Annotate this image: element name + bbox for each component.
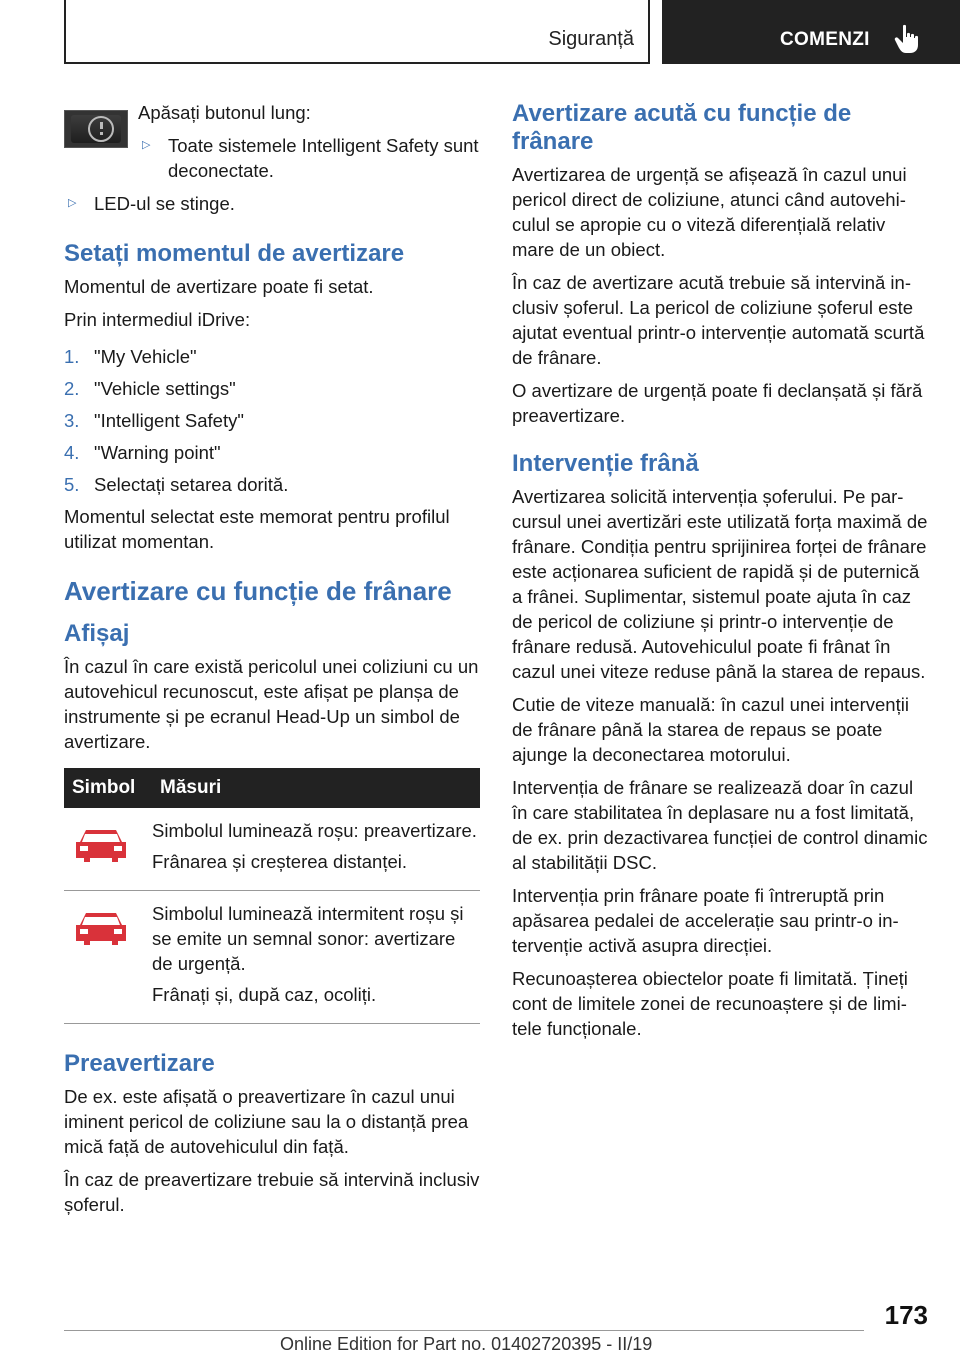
paragraph-set-1: Momentul de avertizare poate fi setat.	[64, 276, 374, 297]
paragraph-acute-1: Avertizarea de urgență se afișează în cazul unui pericol direct de coliziune, atunci când autovehiculul se apropie cu o viteză diferențială relativ mare de un obiect.	[512, 164, 907, 260]
paragraph-int-1: Avertizarea solicită intervenția șoferului. Pe parcursul unei avertizări este utilizată forța maximă de frânare. Condiția pentru sprijinirea forței de frânare este acționarea suficient de rapidă și de puternică a frânei. Suplimentar, sistemul poate ajuta în caz de pericol de coliziune și printr-o intervenție de frânare redusă. Autovehiculul poate fi frânat în cazul unei viteze reduse până la starea de repaus.	[512, 486, 928, 682]
safety-button-icon	[64, 110, 128, 148]
car-warning-icon	[74, 826, 128, 864]
list-item: 1. "My Vehicle"	[64, 346, 197, 367]
section-title: Siguranță	[548, 28, 634, 50]
paragraph-int-4: Intervenția prin frânare poate fi întreruptă prin apăsarea pedalei de accelerație sau printr-o intervenție activă asupra direcției.	[512, 885, 899, 956]
bullet-systems-off: ▷ Toate sistemele Intelligent Safety sunt deconectate.	[138, 133, 480, 183]
measure-text: Frânați și, după caz, ocoliți.	[152, 984, 377, 1005]
button-instruction	[64, 100, 480, 183]
column-header-symbol: Simbol	[64, 768, 152, 808]
heading-prewarning: Preavertizare	[64, 1050, 215, 1077]
paragraph-pre-1: De ex. este afișată o preavertizare în cazul unui iminent pericol de coliziune sau la o distanță prea mică față de autovehiculul din față.	[64, 1086, 469, 1157]
heading-brake-intervention: Intervenție frână	[512, 450, 699, 477]
hand-pointer-icon	[894, 24, 920, 54]
list-item: 5. Selectați setarea dorită.	[64, 474, 289, 495]
section-tab	[64, 0, 650, 64]
paragraph-set-2: Prin intermediul iDrive:	[64, 309, 251, 330]
paragraph-acute-2: În caz de avertizare acută trebuie să intervină inclusiv șoferul. La pericol de coliziune șoferul este ajutat eventual printr-o intervenție automată scurtă de frânare.	[512, 272, 925, 368]
footer-edition: Online Edition for Part no. 01402720395 - II/19	[280, 1334, 653, 1354]
paragraph-pre-2: În caz de preavertizare trebuie să intervină inclusiv șoferul.	[64, 1169, 480, 1215]
list-item: 4. "Warning point"	[64, 442, 221, 463]
heading-brake-warning: Avertizare cu funcție de frânare	[64, 576, 452, 606]
press-button-text: Apăsați butonul lung:	[138, 102, 311, 123]
measure-text: Frânarea și creșterea distanței.	[152, 851, 408, 872]
measure-text: Simbolul luminează intermitent roșu și se emite un semnal sonor: avertizare de urgență.	[152, 903, 464, 974]
measure-text: Simbolul luminează roșu: preavertizare.	[152, 820, 477, 841]
table-row	[64, 808, 480, 891]
paragraph-saved: Momentul selectat este memorat pentru profilul utilizat momentan.	[64, 506, 450, 552]
paragraph-display: În cazul în care există pericolul unei coliziuni cu un autovehicul recunoscut, este afișat pe planșa de instrumente și pe ecranul Head-Up un simbol de avertizare.	[64, 656, 479, 752]
heading-display: Afișaj	[64, 620, 130, 647]
chapter-tab	[662, 0, 960, 64]
table-row	[64, 891, 480, 1024]
paragraph-acute-3: O avertizare de urgență poate fi declanșată și fără preavertizare.	[512, 380, 923, 426]
idrive-steps	[64, 344, 480, 497]
symbol-table	[64, 768, 480, 1024]
paragraph-int-3: Intervenția de frânare se realizează doar în cazul în care stabilitatea în deplasare nu a fost limitată, de ex. prin dezactivarea funcției de control dinamic al stabilității DSC.	[512, 777, 928, 873]
car-warning-icon	[74, 909, 128, 947]
page-header	[64, 0, 960, 64]
list-item: 3. "Intelligent Safety"	[64, 410, 244, 431]
paragraph-int-5: Recunoașterea obiectelor poate fi limitată. Țineți cont de limitele zonei de recunoaștere și de limitele funcționale.	[512, 968, 908, 1039]
bullet-led-off: ▷ LED-ul se stinge.	[64, 191, 480, 216]
right-column	[512, 100, 930, 1049]
heading-set-warning-time: Setați momentul de avertizare	[64, 240, 405, 267]
column-header-measures: Măsuri	[152, 768, 480, 808]
paragraph-int-2: Cutie de viteze manuală: în cazul unei intervenții de frânare până la starea de repaus se poate ajunge la deconectarea motorului.	[512, 694, 909, 765]
list-item: 2. "Vehicle settings"	[64, 378, 236, 399]
page-number: 173	[884, 1300, 928, 1330]
left-column	[64, 100, 480, 1225]
footer-divider	[64, 1330, 864, 1331]
chapter-title: COMENZI	[780, 29, 870, 50]
heading-acute-warning: Avertizare acută cu funcție de frânare	[512, 100, 852, 155]
